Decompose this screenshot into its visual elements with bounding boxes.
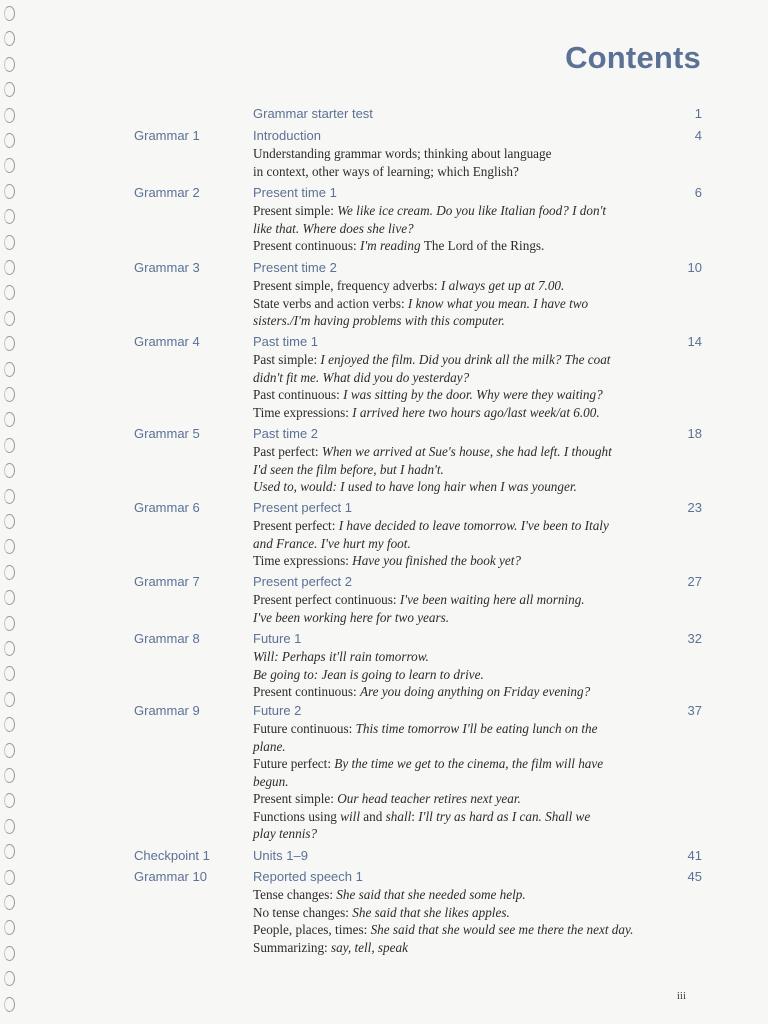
toc-entry-description-line: [253, 939, 673, 956]
example-text: I know what you mean. I have two: [407, 295, 589, 311]
binding-ring: [4, 514, 15, 529]
binding-ring: [4, 971, 15, 986]
toc-entry-page-number: 27: [687, 574, 702, 589]
description-text: Summarizing:: [253, 939, 332, 955]
description-text: Present perfect:: [253, 518, 339, 533]
binding-ring: [4, 590, 15, 605]
binding-ring: [4, 895, 15, 910]
description-text: Past simple:: [253, 352, 321, 367]
example-text: I have decided to leave tomorrow. I've been to Italy: [338, 518, 609, 533]
toc-entry-description-line: [253, 386, 673, 403]
toc-entry-description-line: [253, 755, 673, 772]
example-text: I enjoyed the film. Did you drink all the milk? The coat: [320, 352, 611, 367]
toc-entry-description-line: [253, 220, 673, 237]
example-text: will: [340, 808, 360, 824]
example-text: She said that she needed some help.: [336, 887, 526, 902]
toc-entry-description-line: [253, 808, 673, 825]
page-number: iii: [676, 990, 686, 1002]
toc-entry-label: Grammar 1: [134, 128, 200, 143]
description-text: Functions using: [253, 808, 341, 824]
binding-ring: [4, 844, 15, 859]
example-text: I always get up at 7.00.: [440, 278, 565, 293]
toc-entry-page-number: 32: [687, 631, 702, 646]
description-text: No tense changes:: [253, 904, 353, 920]
binding-ring: [4, 57, 15, 72]
toc-entry-description-line: [253, 825, 673, 842]
toc-entry-page-number: 23: [687, 500, 702, 515]
toc-entry-description-line: [253, 609, 673, 626]
toc-entry-heading[interactable]: Past time 1: [253, 334, 319, 349]
description-text: People, places, times:: [253, 922, 371, 937]
description-text: Present simple, frequency adverbs:: [253, 278, 441, 293]
binding-ring: [4, 565, 15, 580]
example-text: I was sitting by the door. Why were they waiting?: [343, 387, 603, 402]
toc-entry-page-number: 14: [687, 334, 702, 349]
example-text: play tennis?: [253, 826, 318, 841]
binding-ring: [4, 438, 15, 453]
binding-ring: [4, 616, 15, 631]
binding-ring: [4, 6, 15, 21]
example-text: Will: Perhaps it'll rain tomorrow.: [253, 649, 429, 664]
binding-ring: [4, 31, 15, 46]
example-text: sisters./I'm having problems with this computer.: [253, 313, 505, 328]
toc-entry-heading[interactable]: Present time 1: [253, 185, 337, 200]
toc-entry-description-line: [253, 295, 673, 312]
example-text: say, tell, speak: [331, 939, 408, 955]
description-text: and: [360, 808, 386, 824]
toc-entry-description-line: [253, 591, 673, 608]
toc-entry-label: Grammar 2: [134, 185, 200, 200]
toc-entry-description-line: [253, 237, 673, 254]
toc-entry-label: Grammar 6: [134, 500, 200, 515]
description-text: Future continuous:: [253, 721, 356, 736]
description-text: Present perfect continuous:: [253, 592, 400, 607]
toc-entry-page-number: 37: [687, 703, 702, 718]
toc-entry-label: Grammar 4: [134, 334, 200, 349]
page-title: Contents: [565, 40, 701, 75]
toc-entry-description-line: [253, 202, 673, 219]
example-text: When we arrived at Sue's house, she had left. I thought: [321, 444, 612, 459]
binding-ring: [4, 235, 15, 250]
binding-ring: [4, 692, 15, 707]
description-text: Time expressions:: [253, 553, 353, 568]
toc-entry-description-line: [253, 904, 673, 921]
example-text: Used to, would: I used to have long hair when I was younger.: [253, 479, 577, 494]
toc-entry-label: Grammar 9: [134, 703, 200, 718]
toc-entry-page-number: 1: [694, 106, 702, 121]
toc-entry-description-line: [253, 478, 673, 495]
toc-entry-heading[interactable]: Future 1: [253, 631, 302, 646]
example-text: This time tomorrow I'll be eating lunch on the: [355, 721, 598, 736]
toc-entry-description-line: [253, 666, 673, 683]
example-text: Our head teacher retires next year.: [337, 791, 521, 806]
binding-ring: [4, 666, 15, 681]
toc-entry-description-line: [253, 790, 673, 807]
toc-entry-label: Grammar 8: [134, 631, 200, 646]
binding-ring: [4, 285, 15, 300]
toc-entry-description-line: [253, 773, 673, 790]
description-text: Present continuous:: [253, 238, 360, 253]
toc-entry-description-line: [253, 351, 673, 368]
toc-entry-heading[interactable]: Introduction: [253, 128, 321, 143]
binding-ring: [4, 184, 15, 199]
toc-entry-description-line: [253, 720, 673, 737]
binding-ring: [4, 387, 15, 402]
toc-entry-description-line: [253, 145, 673, 162]
binding-ring: [4, 793, 15, 808]
example-text: didn't fit me. What did you do yesterday?: [253, 369, 470, 385]
description-text: Understanding grammar words; thinking about language: [253, 146, 552, 161]
toc-entry-heading[interactable]: Future 2: [253, 703, 302, 718]
description-text: Past continuous:: [253, 387, 344, 402]
binding-ring: [4, 133, 15, 148]
description-text: Future perfect:: [253, 756, 335, 771]
toc-entry-label: Grammar 7: [134, 574, 200, 589]
binding-ring: [4, 768, 15, 783]
example-text: and France. I've hurt my foot.: [253, 535, 411, 551]
binding-ring: [4, 108, 15, 123]
toc-entry-heading[interactable]: Present perfect 1: [253, 500, 352, 515]
example-text: Be going to: Jean is going to learn to drive.: [253, 666, 484, 682]
description-text: Present continuous:: [253, 684, 360, 699]
toc-entry-description-line: [253, 443, 673, 460]
toc-entry-description-line: [253, 738, 673, 755]
toc-entry-description-line: [253, 921, 673, 938]
binding-ring: [4, 158, 15, 173]
example-text: Are you doing anything on Friday evening?: [359, 684, 591, 699]
toc-entry-page-number: 41: [687, 848, 702, 863]
example-text: shall: [385, 808, 412, 824]
binding-ring: [4, 946, 15, 961]
toc-entry-description-line: [253, 312, 673, 329]
description-text: Time expressions:: [253, 404, 353, 420]
toc-entry-label: Grammar 10: [134, 869, 207, 884]
toc-entry-label: Checkpoint 1: [134, 848, 210, 863]
binding-ring: [4, 209, 15, 224]
example-text: Have you finished the book yet?: [352, 553, 521, 568]
binding-ring: [4, 82, 15, 97]
toc-entry-description-line: [253, 648, 673, 665]
toc-entry-description-line: [253, 163, 673, 180]
toc-entry-page-number: 10: [687, 260, 702, 275]
description-text: The Lord of the Rings.: [423, 238, 545, 253]
spiral-binding: [0, 0, 16, 1024]
toc-entry-description-line: [253, 404, 673, 421]
toc-entry-page-number: 4: [694, 128, 702, 143]
example-text: We like ice cream. Do you like Italian food? I don't: [337, 203, 607, 218]
description-text: Present simple:: [253, 203, 338, 218]
binding-ring: [4, 997, 15, 1012]
binding-ring: [4, 362, 15, 377]
toc-entry-page-number: 45: [687, 869, 702, 884]
example-text: begun.: [253, 773, 289, 789]
toc-entry-description-line: [253, 369, 673, 386]
binding-ring: [4, 743, 15, 758]
example-text: By the time we get to the cinema, the film will have: [334, 756, 604, 771]
toc-entry-heading[interactable]: Present time 2: [253, 260, 337, 275]
description-text: State verbs and action verbs:: [253, 295, 408, 311]
example-text: I've been working here for two years.: [253, 609, 450, 625]
toc-entry-heading[interactable]: Grammar starter test: [253, 106, 373, 121]
binding-ring: [4, 260, 15, 275]
description-text: Tense changes:: [253, 887, 337, 902]
toc-entry-heading[interactable]: Units 1–9: [253, 848, 308, 863]
binding-ring: [4, 920, 15, 935]
description-text: Past perfect:: [253, 444, 322, 459]
example-text: She said that she would see me there the next day.: [370, 922, 634, 937]
description-text: Present simple:: [253, 791, 338, 806]
toc-entry-description-line: [253, 535, 673, 552]
description-text: in context, other ways of learning; which English?: [253, 163, 519, 179]
toc-entry-heading[interactable]: Reported speech 1: [253, 869, 363, 884]
example-text: She said that she likes apples.: [352, 904, 510, 920]
example-text: I've been waiting here all morning.: [399, 592, 585, 607]
toc-entry-label: Grammar 5: [134, 426, 200, 441]
example-text: I'd seen the film before, but I hadn't.: [253, 461, 444, 477]
binding-ring: [4, 412, 15, 427]
toc-entry-page-number: 18: [687, 426, 702, 441]
description-text: :: [411, 808, 419, 824]
example-text: I'm reading: [359, 238, 424, 253]
toc-entry-label: Grammar 3: [134, 260, 200, 275]
toc-entry-description-line: [253, 461, 673, 478]
toc-entry-heading[interactable]: Past time 2: [253, 426, 319, 441]
binding-ring: [4, 489, 15, 504]
toc-entry-description-line: [253, 683, 673, 700]
binding-ring: [4, 539, 15, 554]
binding-ring: [4, 336, 15, 351]
toc-entry-description-line: [253, 277, 673, 294]
toc-entry-page-number: 6: [694, 185, 702, 200]
example-text: I'll try as hard as I can. Shall we: [418, 808, 591, 824]
binding-ring: [4, 819, 15, 834]
binding-ring: [4, 870, 15, 885]
binding-ring: [4, 717, 15, 732]
toc-entry-description-line: [253, 886, 673, 903]
binding-ring: [4, 463, 15, 478]
toc-entry-description-line: [253, 517, 673, 534]
example-text: I arrived here two hours ago/last week/at 6.00.: [352, 404, 600, 420]
binding-ring: [4, 641, 15, 656]
binding-ring: [4, 311, 15, 326]
example-text: like that. Where does she live?: [253, 220, 414, 236]
example-text: plane.: [253, 738, 286, 754]
toc-entry-description-line: [253, 552, 673, 569]
toc-entry-heading[interactable]: Present perfect 2: [253, 574, 352, 589]
